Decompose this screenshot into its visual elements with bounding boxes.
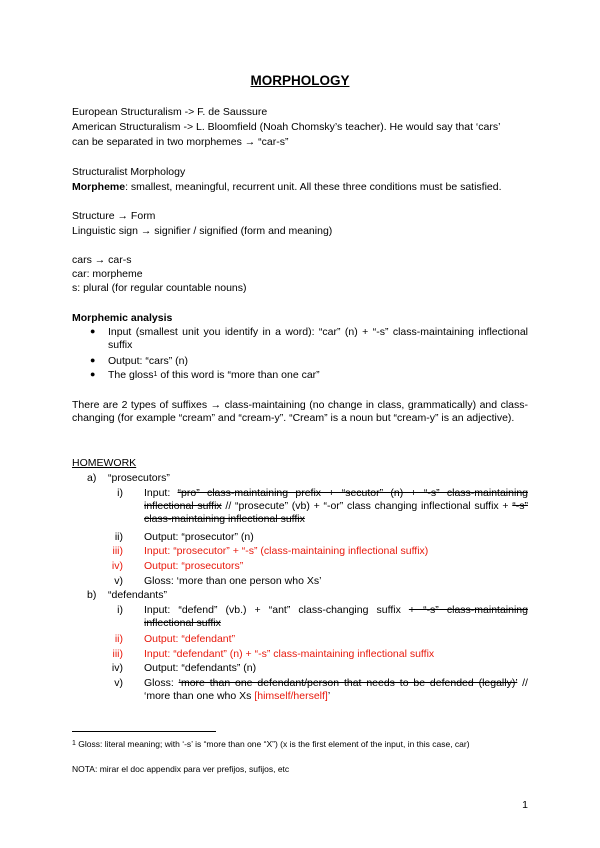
homework-heading: HOMEWORK — [72, 457, 137, 469]
page-number: 1 — [522, 799, 528, 811]
a-i-strike-2: “-s” class-maintaining inflectional suffix — [144, 500, 528, 525]
b-ii-label: ii) — [114, 633, 123, 645]
gloss-rest: of this word is “more than one car” — [157, 369, 320, 381]
a-iv-output: Output: “prosecutors” — [144, 560, 244, 572]
b-iii-input: Input: “defendant” (n) + “-s” class-maintaining inflectional suffix — [144, 648, 435, 660]
suffixes-paragraph: There are 2 types of suffixes → class-maintaining (no change in class, grammatically) and class-changing (for example “cream” and “cream-y”. “Cream” is a noun but “cream-y” is an adjective). — [72, 399, 528, 424]
b-v-strike: ‘more than one defendant/person that needs to be defended (legally)’ — [178, 677, 518, 689]
gloss-text: The gloss — [108, 369, 154, 381]
footnote-body: Gloss: literal meaning; with ‘-s’ is “more than one “X”) (x is the first element of the input, in this case, car) — [75, 739, 470, 749]
a-iv-label: iv) — [111, 560, 123, 572]
intro-line-3: can be separated in two morphemes → “car-s” — [72, 136, 289, 148]
intro-line-1: European Structuralism -> F. de Saussure — [72, 106, 268, 118]
b-v-label: v) — [114, 677, 123, 689]
page-title: MORPHOLOGY — [250, 73, 350, 88]
structuralist-heading: Structuralist Morphology — [72, 166, 186, 178]
a-v-label: v) — [114, 575, 123, 587]
a-i-label: i) — [117, 487, 123, 499]
structure-line-2: Linguistic sign → signifier / signified (form and meaning) — [72, 225, 333, 237]
intro-line-2: American Structuralism -> L. Bloomfield (Noah Chomsky’s teacher). He would say that ‘cars’ — [72, 121, 501, 133]
a-i-mid: // “prosecute” (vb) + “-or” class changing inflectional suffix + — [221, 500, 513, 512]
a-i-prefix: Input: — [144, 487, 178, 499]
b-v-prefix: Gloss: — [144, 677, 179, 689]
b-v-end: ’ — [327, 690, 331, 702]
analysis-heading: Morphemic analysis — [72, 312, 173, 324]
morpheme-term: Morpheme — [72, 181, 126, 193]
footnote-mark: 1 — [72, 740, 76, 747]
cars-line-1: cars → car-s — [72, 254, 132, 266]
a-iii-label: iii) — [112, 545, 123, 557]
footnote-ref[interactable]: 1 — [153, 371, 158, 378]
footnote-text — [72, 739, 528, 750]
b-v-mid: // ‘more than one who Xs — [144, 677, 528, 702]
b-i-strike: + “-s” class-maintaining inflectional suffix — [144, 604, 528, 629]
homework-a-label: a) — [87, 472, 97, 484]
bullet-icon: ● — [90, 326, 96, 336]
b-ii-output: Output: “defendant” — [144, 633, 236, 645]
bullet-icon: ● — [90, 355, 96, 365]
a-i-strike-1: “pro” class-maintaining prefix + “secutor” (n) + “-s” class-maintaining inflectional suffix — [144, 487, 528, 512]
cars-line-2: car: morpheme — [72, 268, 143, 280]
b-iv-label: iv) — [111, 662, 123, 674]
homework-b-word: “defendants” — [108, 589, 167, 601]
a-iii-input: Input: “prosecutor” + “-s” (class-maintaining inflectional suffix) — [144, 545, 429, 557]
homework-a-word: “prosecutors” — [108, 472, 170, 484]
footnote-nota: NOTA: mirar el doc appendix para ver prefijos, sufijos, etc — [72, 764, 290, 774]
structure-line-1: Structure → Form — [72, 210, 156, 222]
a-ii-label: ii) — [114, 531, 123, 543]
b-v-red: [himself/herself] — [254, 690, 328, 702]
b-i-input — [144, 604, 528, 630]
footnote-divider — [72, 731, 216, 732]
a-v-gloss: Gloss: ‘more than one person who Xs’ — [144, 575, 322, 587]
analysis-bullet-1: Input (smallest unit you identify in a word): “car” (n) + “-s” class-maintaining inflectional suffix — [108, 326, 528, 351]
b-i-label: i) — [117, 604, 123, 616]
analysis-bullet-3 — [108, 369, 528, 382]
b-i-prefix: Input: “defend” (vb.) + “ant” class-changing suffix — [144, 604, 409, 616]
a-i-input — [144, 487, 528, 526]
morpheme-definition — [72, 181, 502, 194]
analysis-bullet-2: Output: “cars” (n) — [108, 355, 188, 367]
homework-b-label: b) — [87, 589, 97, 601]
cars-line-3: s: plural (for regular countable nouns) — [72, 282, 247, 294]
morpheme-def: : smallest, meaningful, recurrent unit. All these three conditions must be satisfied. — [125, 181, 502, 193]
a-ii-output: Output: “prosecutor” (n) — [144, 531, 254, 543]
b-v-gloss — [144, 677, 528, 703]
b-iv-output: Output: “defendants” (n) — [144, 662, 257, 674]
bullet-icon: ● — [90, 369, 96, 379]
b-iii-label: iii) — [112, 648, 123, 660]
